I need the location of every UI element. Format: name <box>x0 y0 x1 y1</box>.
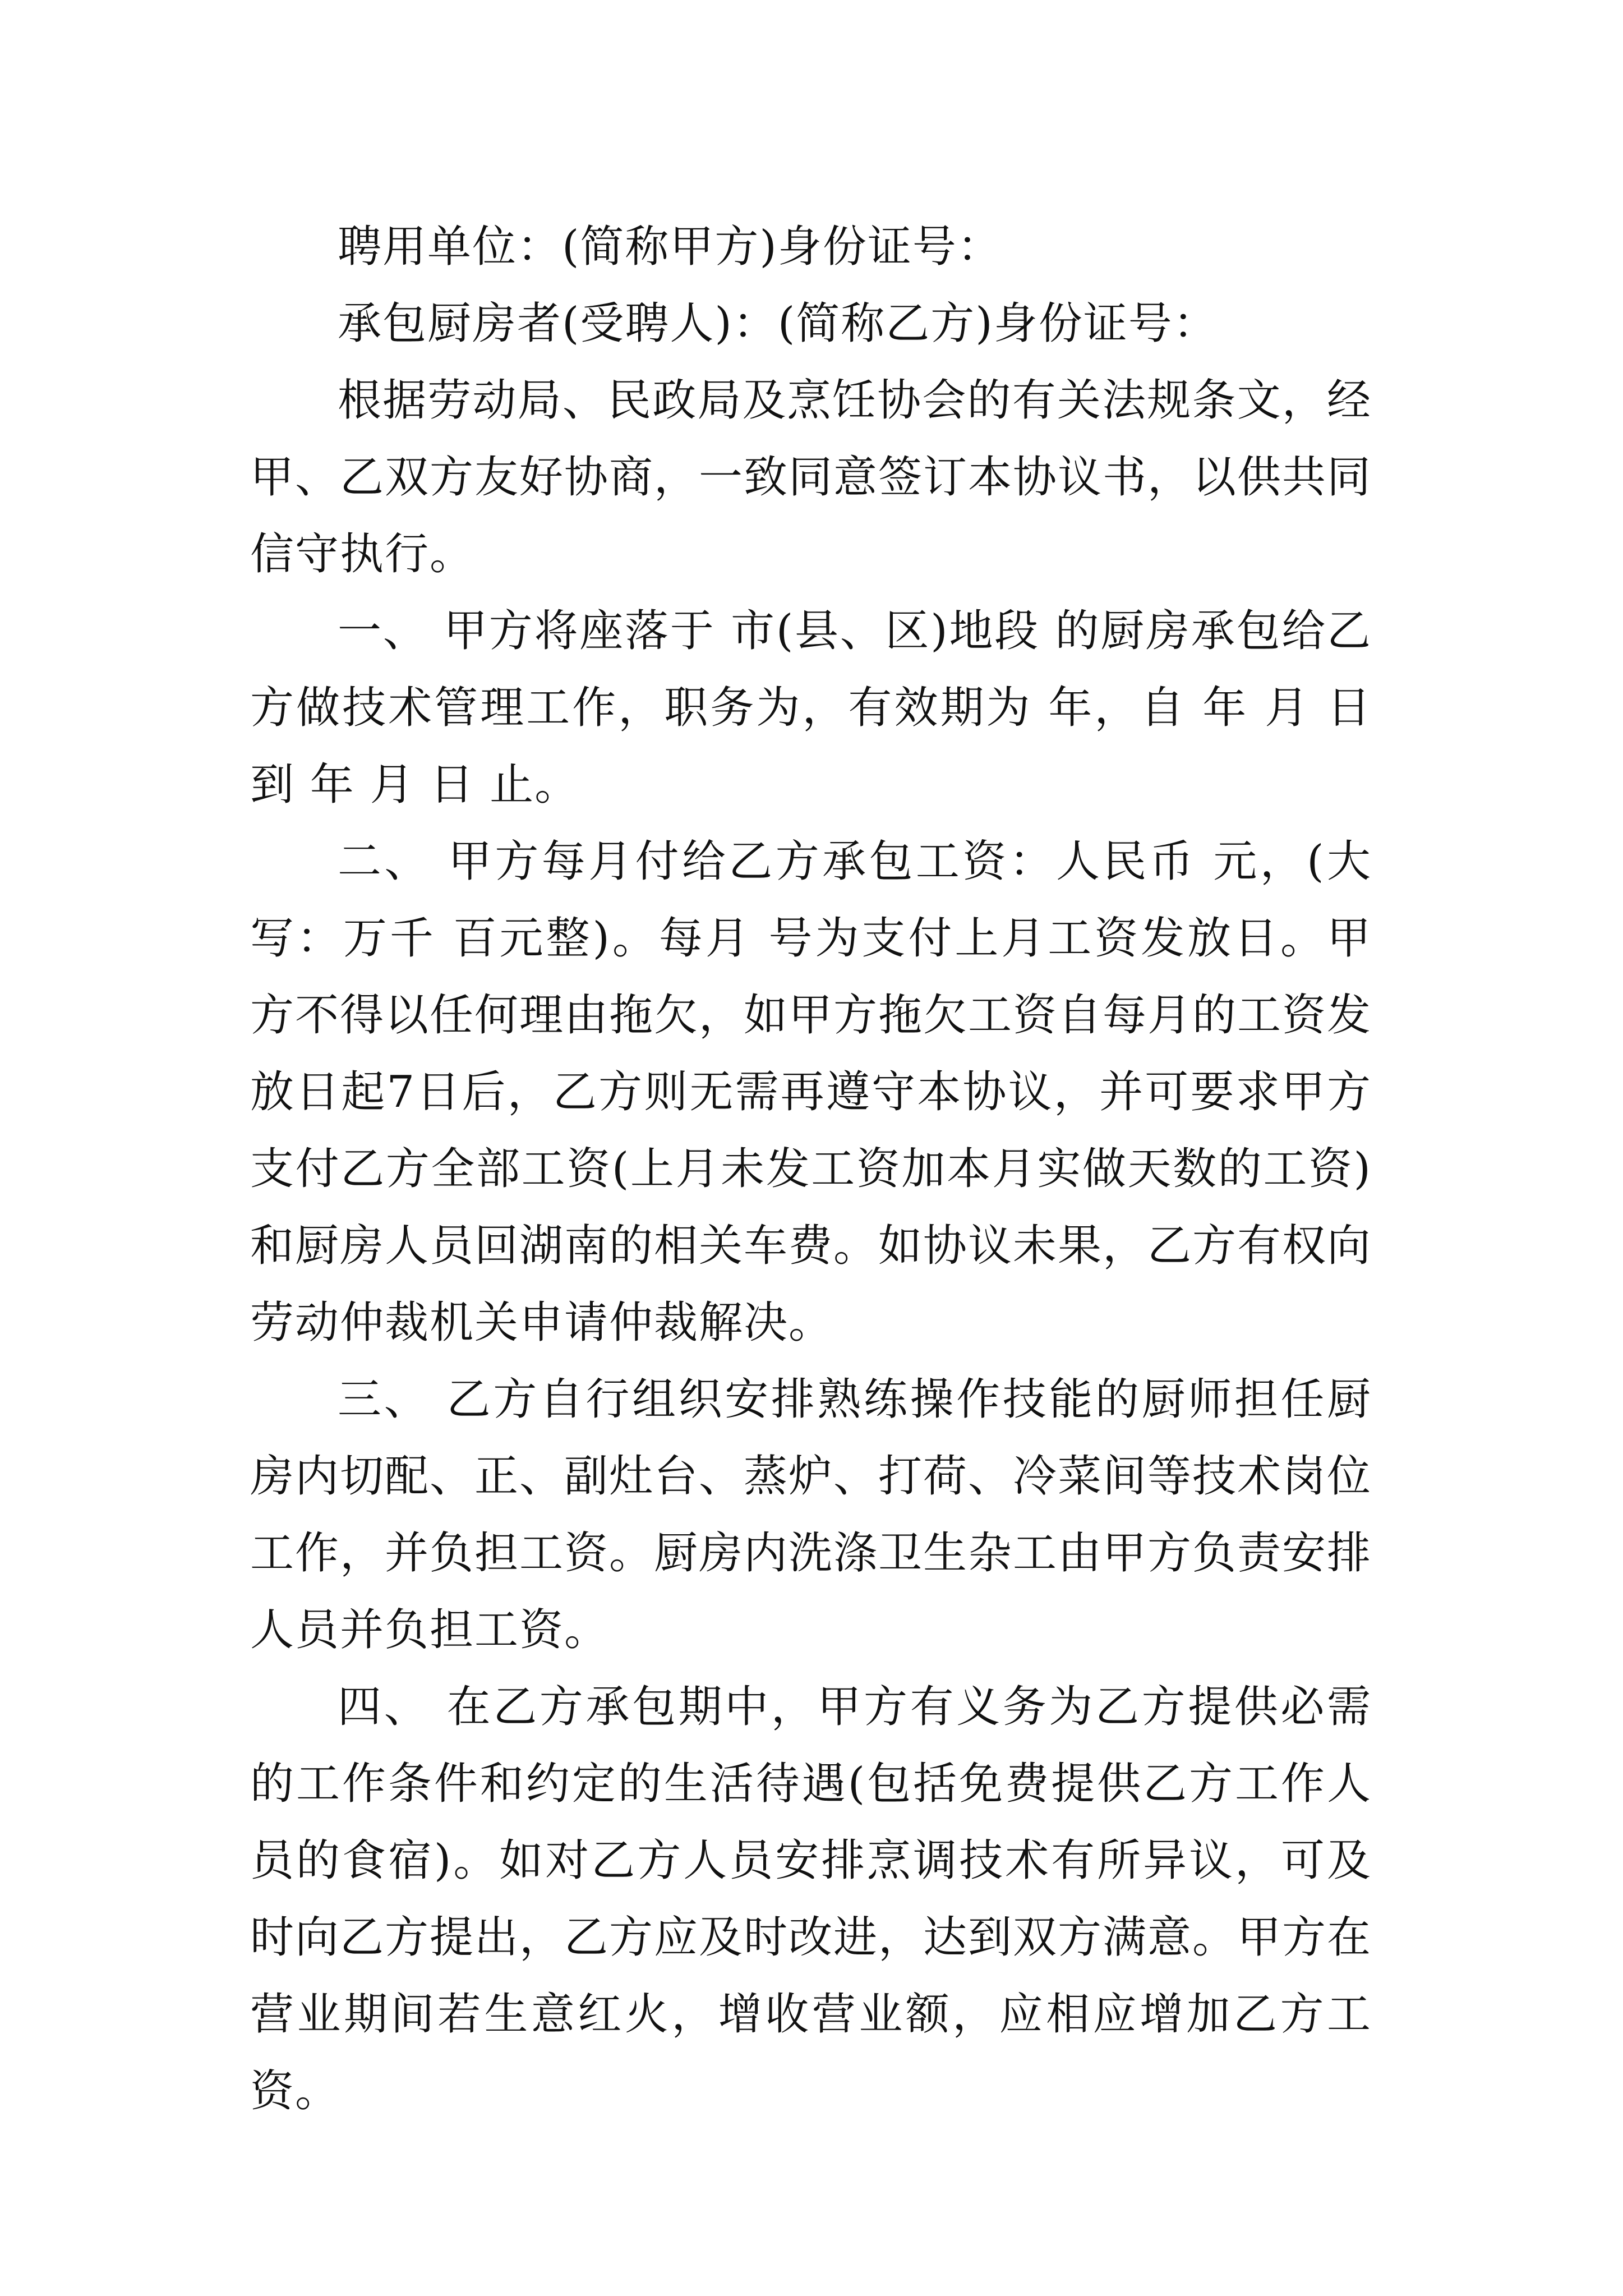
paragraph-clause-2: 二、 甲方每月付给乙方承包工资：人民币 元，(大写：万千 百元整)。每月 号为支付上月工资发放日。甲方不得以任何理由拖欠，如甲方拖欠工资自每月的工资发放日起7日后，乙方则无需再遵守本协议，并可要求甲方支付乙方全部工资(上月未发工资加本月实做天数的工资)和厨房人员回湖南的相关车费。如协议未果，乙方有权向劳动仲裁机关申请仲裁解决。 <box>250 836 1372 1348</box>
paragraph-employer-line: 聘用单位：(简称甲方)身份证号： <box>338 222 1002 272</box>
paragraph-clause-1: 一、 甲方将座落于 市(县、区)地段 的厨房承包给乙方做技术管理工作，职务为，有效期为 年，自 年 月 日到 年 月 日 止。 <box>250 606 1372 810</box>
document-body <box>250 209 1372 2130</box>
paragraph-preamble: 根据劳动局、民政局及烹饪协会的有关法规条文，经甲、乙双方友好协商，一致同意签订本协议书，以供共同信守执行。 <box>250 375 1372 579</box>
paragraph-clause-3: 三、 乙方自行组织安排熟练操作技能的厨师担任厨房内切配、正、副灶台、蒸炉、打荷、冷菜间等技术岗位工作，并负担工资。厨房内洗涤卫生杂工由甲方负责安排人员并负担工资。 <box>250 1374 1372 1655</box>
paragraph-contractor-line: 承包厨房者(受聘人)：(简称乙方)身份证号： <box>338 298 1218 349</box>
paragraph-clause-4: 四、 在乙方承包期中，甲方有义务为乙方提供必需的工作条件和约定的生活待遇(包括免费提供乙方工作人员的食宿)。如对乙方人员安排烹调技术有所异议，可及时向乙方提出，乙方应及时改进，达到双方满意。甲方在营业期间若生意红火，增收营业额，应相应增加乙方工资。 <box>250 1682 1372 2116</box>
